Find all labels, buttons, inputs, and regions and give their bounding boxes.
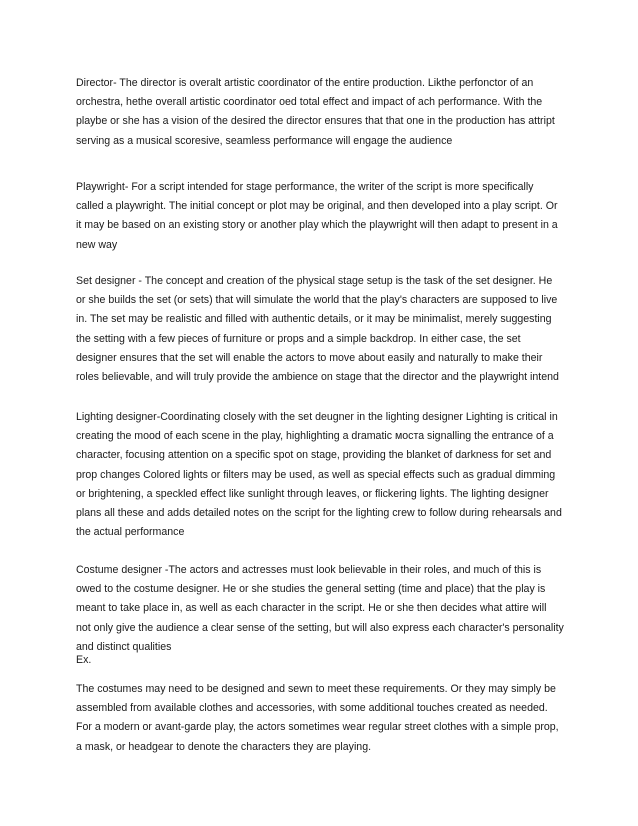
set-designer-paragraph: Set designer - The concept and creation of the physical stage setup is the task of the set designer. He or she builds the set (or sets) that will simulate the world that the play's characters are supposed to live in. The set may be realistic and filled with authentic details, or it may be minimalist, merely suggesting the setting with a few pieces of furniture or props and a simple backdrop. In either case, the set designer ensures that the set will enable the actors to move about easily and naturally to make their roles believable, and will truly provide the ambience on stage that the director and the playwright intend: [76, 275, 559, 384]
costume-continued-paragraph: The costumes may need to be designed and sewn to meet these requirements. Or they may simply be assembled from available clothes and accessories, with some additional touches created as needed. For a modern or avant-garde play, the actors sometimes wear regular street clothes with a simple prop, a mask, or headgear to denote the characters they are playing.: [76, 683, 559, 753]
example-label: Ex.: [76, 654, 92, 666]
lighting-designer-paragraph: Lighting designer-Coordinating closely with the set deugner in the lighting designer Lighting is critical in creating the mood of each scene in the play, highlighting a dramatic моста signalling the entrance of a character, focusing attention on a specific spot on stage, providing the blanket of darkness for set and prop changes Colored lights or filters may be used, as well as special effects such as gradual dimming or brightening, a speckled effect like sunlight through leaves, or flickering lights. The lighting designer plans all these and adds detailed notes on the script for the lighting crew to follow during rehearsals and the actual performance: [76, 411, 562, 539]
costume-designer-paragraph: Costume designer -The actors and actresses must look believable in their roles, and much of this is owed to the costume designer. He or she studies the general setting (time and place) that the play is meant to take place in, as well as each character in the script. He or she then decides what attire will not only give the audience a clear sense of the setting, but will also express each character's personality and distinct qualities: [76, 564, 564, 653]
playwright-paragraph: Playwright- For a script intended for stage performance, the writer of the script is more specifically called a playwright. The initial concept or plot may be original, and then developed into a play script. Or it may be based on an existing story or another play which the playwright will then adapt to present in a new way: [76, 181, 558, 251]
director-paragraph: Director- The director is overalt artistic coordinator of the entire production. Likthe perfonctor of an orchestra, hethe overall artistic coordinator oed total effect and impact of ach performance. With the playbe or she has a vision of the desired the director ensures that that one in the production has attript serving as a musical scoresive, seamless performance will engage the audience: [76, 77, 555, 147]
